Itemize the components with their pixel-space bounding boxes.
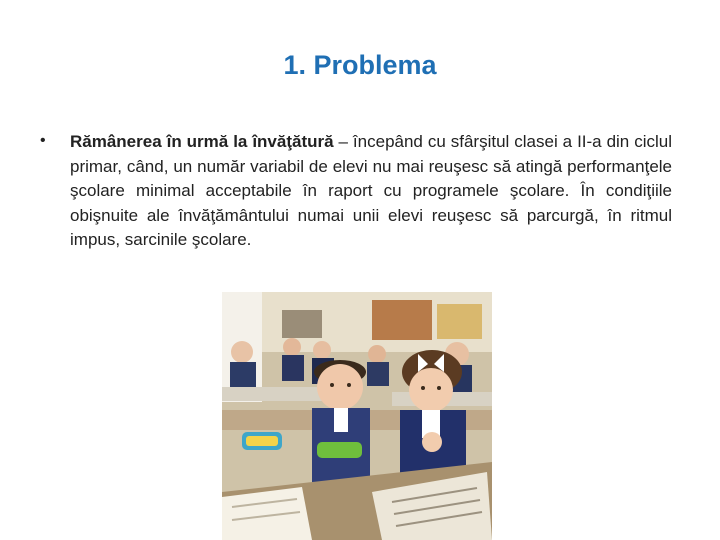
classroom-photo-image — [222, 292, 492, 540]
bullet-marker: • — [40, 132, 46, 149]
bullet-body: – începând cu sfârşitul clasei a II-a din ciclul primar, când, un număr variabil de elevi nu mai reuşesc să atingă performanţele şcolare minimal acceptabile în raport cu programele şcolare. În condiţiile obişnuite ale învăţământului numai unii elevi reuşesc să parcurgă, în ritmul impus, sarcinile şcolare. — [70, 132, 673, 249]
bullet-item — [40, 130, 672, 253]
classroom-photo — [222, 292, 492, 540]
bullet-term: Rămânerea în urmă la învăţătură — [70, 132, 334, 151]
bullet-text — [70, 130, 672, 253]
slide-title: 1. Problema — [283, 50, 437, 80]
